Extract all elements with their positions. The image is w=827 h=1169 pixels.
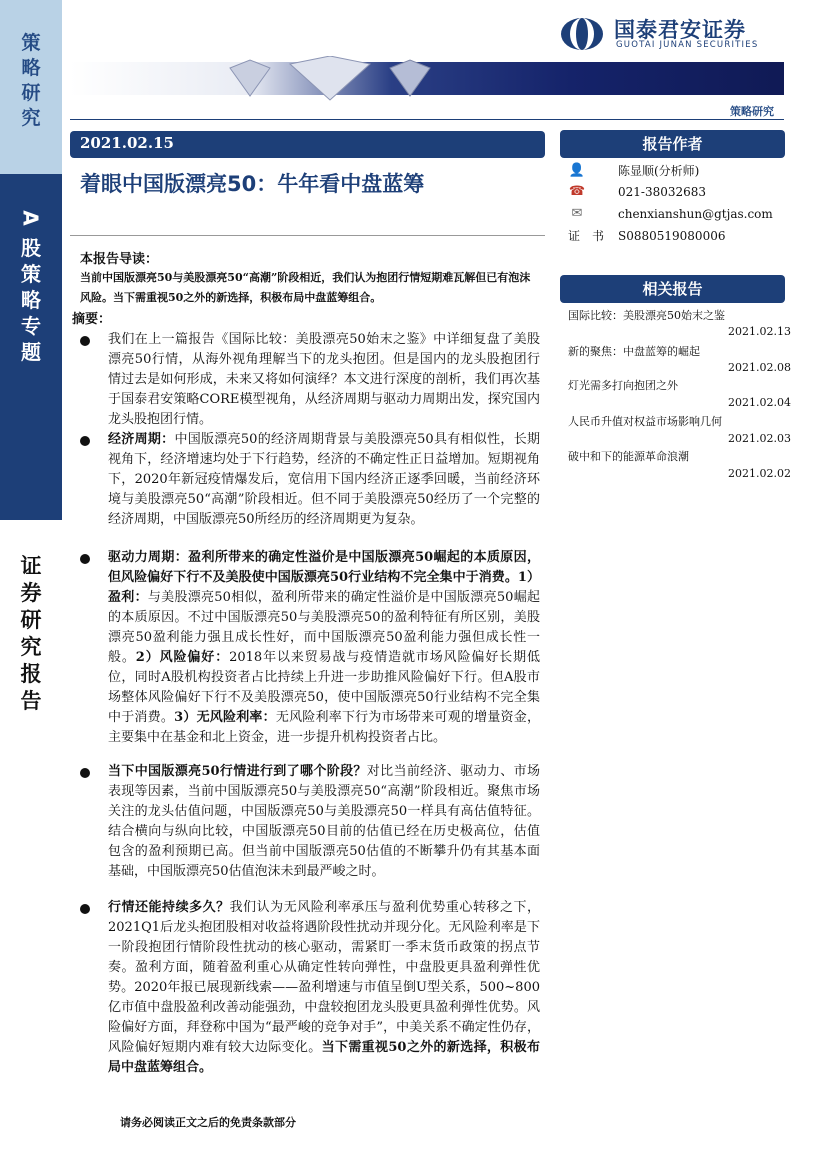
abstract-heading: 摘要： [72,312,112,327]
report-date: 2021.02.15 [70,131,545,158]
tab1-char: 略 [21,57,41,79]
p3b-text: 2018年以来贸易战与疫情造就市场风险偏好长期低位，同时A股机构投资者占比持续上升进一步助推风险偏好下行。但A股市场整体风险偏好下行不及美股漂亮50，使中国版漂亮50行业结构不完全集中于消费。 [108,650,541,725]
related-report-date: 2021.02.13 [728,325,791,338]
cert-number: S0880519080006 [618,228,726,243]
tab2-char: 策 [21,262,41,286]
mail-icon: ✉ [571,206,583,221]
related-report-date: 2021.02.08 [728,361,791,374]
tab1-char: 研 [21,82,41,104]
intro-heading: 本报告导读： [80,252,159,267]
logo-cn-text: 国泰君安证券 [614,18,746,42]
tab3-char: 证 [20,554,42,578]
author-name-row [568,162,699,179]
author-phone-row [568,184,706,199]
cert-label: 证 书 [568,229,605,243]
tab3-char: 研 [20,608,42,632]
related-report-date: 2021.02.02 [728,467,791,480]
company-logo [560,14,790,54]
tab2-char: 股 [21,236,41,260]
p1-text: 我们在上一篇报告《国际比较：美股漂亮50始末之鉴》中详细复盘了美股漂亮50行情，从海外视角理解当下的龙头抱团。但是国内的龙头股抱团行情过去是如何形成，未来又将如何演绎？本文进行深度的剖析，我们再次基于国泰君安策略CORE模型视角，从经济周期与驱动力周期出发，探究国内龙头股抱团行情。 [108,332,540,427]
author-panel-heading: 报告作者 [560,130,785,158]
author-email-row[interactable] [568,206,773,221]
logo-en-text: GUOTAI JUNAN SECURITIES [616,40,759,50]
related-report-link[interactable]: 破中和下的能源革命浪潮 [568,450,689,463]
author-email[interactable]: chenxianshun@gtjas.com [618,206,773,221]
tab3-char: 告 [20,689,42,713]
tab2-char: 略 [21,288,41,312]
related-report-link[interactable]: 新的聚焦：中盘蓝筹的崛起 [568,345,700,358]
author-name: 陈显顺(分析师) [618,164,700,178]
report-title: 着眼中国版漂亮50：牛年看中盘蓝筹 [80,172,425,196]
tab1-char: 策 [21,32,41,54]
p5-closing: 当下需重视50之外的新选择，积极布局中盘蓝筹组合。 [108,1040,540,1075]
tab3-char: 报 [20,662,42,686]
tab2-char: 题 [21,340,41,364]
p3a-text: 与美股漂亮50相似，盈利所带来的确定性溢价是中国版漂亮50崛起的本质原因。不过中国版漂亮50与美股漂亮50的盈利特征有所区别，美股漂亮50盈利能力强且成长性好，而中国版漂亮50盈利能力强但成长性一般。 [108,590,540,665]
author-cert-row [568,227,725,244]
p4-text: 对比当前经济、驱动力、市场表现等因素，当前中国版漂亮50与美股漂亮50“高潮”阶段相近。聚焦市场关注的龙头估值问题，中国版漂亮50与美股漂亮50一样具有高估值特征。结合横向与纵向比较，中国版漂亮50目前的估值已经在历史极高位，估值包含的盈利预期已高。但当前中国版漂亮50估值的不断攀升仍有其基本面基础，中国版漂亮50估值泡沫未到最严峻之时。 [108,764,540,879]
bullet-icon [80,436,90,446]
bullet-icon [80,904,90,914]
abstract-paragraph-4 [108,762,540,882]
sidebar-tab-securities-report [0,520,62,1169]
person-icon: 👤 [568,163,586,178]
bullet-icon [80,336,90,346]
tab3-char: 究 [20,635,42,659]
abstract-paragraph-3 [108,548,540,748]
intro-text: 当前中国版漂亮50与美股漂亮50“高潮”阶段相近，我们认为抱团行情短期难瓦解但已有泡沫风险。当下需重视50之外的新选择，积极布局中盘蓝筹组合。 [80,271,531,304]
header-banner [70,62,784,95]
p3c-lead: 3）无风险利率： [174,710,276,725]
tab2-char: A [18,210,43,226]
p5-text: 我们认为无风险利率承压与盈利优势重心转移之下，2021Q1后龙头抱团股相对收益将遇阶段性扰动并现分化。无风险利率是下一阶段抱团行情阶段性扰动的核心驱动，需紧盯一季末货币政策的拐点节奏。盈利方面，随着盈利重心从确定性转向弹性，中盘股更具盈利弹性优势。2020年报已展现新线索——盈利增速与市值呈倒U型关系，500~800亿市值中盘股盈利改善动能强劲，中盘较抱团龙头股更具盈利弹性优势。风险偏好方面，拜登称中国为“最严峻的竞争对手”，中美关系不确定性仍存，风险偏好短期内难有较大边际变化。 [108,900,540,1055]
title-divider [70,235,545,236]
logo-mark-icon [560,16,604,52]
abstract-paragraph-1 [108,330,540,430]
p3b-lead: 2）风险偏好： [135,650,230,665]
author-phone: 021-38032683 [618,184,707,199]
related-report-date: 2021.02.04 [728,396,791,409]
p2-lead: 经济周期： [108,432,175,447]
phone-icon: ☎ [568,184,586,199]
tab2-char: 专 [21,314,41,338]
tab1-char: 究 [21,107,41,129]
p2-text: 中国版漂亮50的经济周期背景与美股漂亮50具有相似性，长期视角下，经济增速均处于下行趋势，经济的不确定性正日益增加。短期视角下，2020年新冠疫情爆发后，宽信用下国内经济正逐季回暖，当前经济环境与美股漂亮50“高潮”阶段相近。但不同于美股漂亮50经历了一个完整的经济周期，中国版漂亮50所经历的经济周期更为复杂。 [108,432,540,527]
related-panel-heading: 相关报告 [560,275,785,303]
tab3-char: 券 [20,581,42,605]
bullet-icon [80,554,90,564]
p5-lead: 行情还能持续多久？ [108,900,230,915]
abstract-paragraph-2 [108,430,540,530]
strategy-tag: 策略研究 [730,105,774,118]
bullet-icon [80,768,90,778]
p3-lead: 驱动力周期：盈利所带来的确定性溢价是中国版漂亮50崛起的本质原因，但风险偏好下行不及美股使中国版漂亮50行业结构不完全集中于消费。1）盈利： [108,550,540,605]
abstract-paragraph-5 [108,898,540,1078]
related-report-link[interactable]: 国际比较：美股漂亮50始末之鉴 [568,309,725,322]
header-divider [70,119,784,120]
p3c-text: 无风险利率下行为市场带来可观的增量资金，主要集中在基金和北上资金，进一步提升机构投资者占比。 [108,710,540,745]
related-report-link[interactable]: 灯光需多打向抱团之外 [568,379,678,392]
sidebar-tab-strategy-research [0,0,62,174]
p4-lead: 当下中国版漂亮50行情进行到了哪个阶段？ [108,764,367,779]
disclaimer-note: 请务必阅读正文之后的免责条款部分 [120,1116,296,1129]
related-report-date: 2021.02.03 [728,432,791,445]
sidebar-tab-a-share-strategy [0,174,62,520]
related-report-link[interactable]: 人民币升值对权益市场影响几何 [568,415,722,428]
diamond-icon [220,56,440,101]
